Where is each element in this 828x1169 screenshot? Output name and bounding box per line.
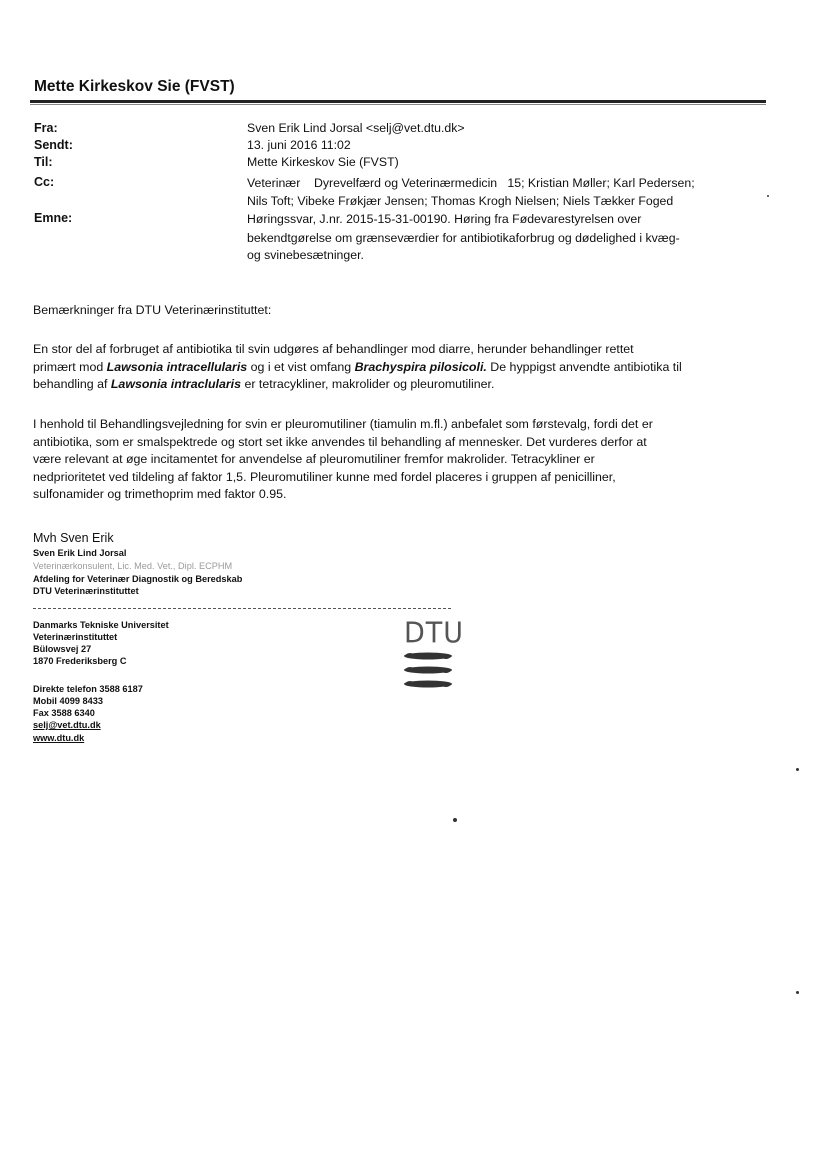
signature-department: Afdeling for Veterinær Diagnostik og Beredskab xyxy=(33,574,243,584)
signature-divider xyxy=(33,608,451,609)
mailbox-owner-title: Mette Kirkeskov Sie (FVST) xyxy=(34,78,235,95)
species-lawsonia-2: Lawsonia intraclularis xyxy=(110,377,242,392)
address-university: Danmarks Tekniske Universitet xyxy=(33,620,169,630)
scan-speck xyxy=(796,768,799,771)
subject-line-2: bekendtgørelse om grænseværdier for antibiotikaforbrug og dødelighed i kvæg- xyxy=(247,231,680,245)
scan-speck xyxy=(767,195,769,197)
scan-speck xyxy=(796,991,799,994)
signature-title: Veterinærkonsulent, Lic. Med. Vet., Dipl. ECPHM xyxy=(33,561,233,571)
header-rule-thin xyxy=(30,104,766,105)
p1-line-1: En stor del af forbruget af antibiotika til svin udgøres af behandlinger mod diarre, herunder behandlinger rettet xyxy=(33,342,634,356)
subject-label: Emne: xyxy=(34,211,73,225)
email-link[interactable]: selj@vet.dtu.dk xyxy=(33,720,101,730)
paragraph-2 xyxy=(33,416,761,504)
subject-line-1: Høringssvar, J.nr. 2015-15-31-00190. Høring fra Fødevarestyrelsen over xyxy=(247,212,642,226)
cc-label: Cc: xyxy=(34,175,55,189)
cc-line-2: Nils Toft; Vibeke Frøkjær Jensen; Thomas Krogh Nielsen; Niels Tækker Foged xyxy=(247,194,674,208)
contact-phone: Direkte telefon 3588 6187 xyxy=(33,684,143,694)
contact-mobile: Mobil 4099 8433 xyxy=(33,696,103,706)
address-city: 1870 Frederiksberg C xyxy=(33,656,127,666)
paragraph-1 xyxy=(33,341,761,394)
dtu-logo-icon xyxy=(402,650,454,690)
greeting: Mvh Sven Erik xyxy=(33,531,114,545)
to-value: Mette Kirkeskov Sie (FVST) xyxy=(247,155,399,169)
sent-value: 13. juni 2016 11:02 xyxy=(247,138,351,152)
p2-line-5: sulfonamider og trimethoprim med faktor 0.95. xyxy=(33,487,287,502)
p2-line-3: være relevant at øge incitamentet for anvendelse af pleuromutiliner fremfor makrolider. Tetracykliner er xyxy=(33,452,595,467)
p2-line-2: antibiotika, som er smalspektrede og stort set ikke anvendes til behandling af mennesker. Det vurderes derfor at xyxy=(33,434,647,449)
signature-institute: DTU Veterinærinstituttet xyxy=(33,586,139,596)
p2-line-1: I henhold til Behandlingsvejledning for svin er pleuromutiliner (tiamulin m.fl.) anbefalet som førstevalg, fordi det er xyxy=(33,417,653,431)
scan-speck xyxy=(453,818,457,822)
p1-line-2: primært mod Lawsonia intracellularis og i et vist omfang Brachyspira pilosicoli. De hyppigst anvendte antibiotika til xyxy=(33,359,682,374)
body-intro: Bemærkninger fra DTU Veterinærinstituttet: xyxy=(33,303,272,317)
address-institute: Veterinærinstituttet xyxy=(33,632,118,642)
to-label: Til: xyxy=(34,155,53,169)
cc-line-1: Veterinær Dyrevelfærd og Veterinærmedicin 15; Kristian Møller; Karl Pedersen; xyxy=(247,176,695,190)
from-value: Sven Erik Lind Jorsal <selj@vet.dtu.dk> xyxy=(247,121,465,135)
species-lawsonia: Lawsonia intracellularis xyxy=(106,359,248,374)
dtu-logo-text: DTU xyxy=(404,617,465,650)
from-label: Fra: xyxy=(34,121,58,135)
p2-line-4: nedprioritetet ved tildeling af faktor 1,5. Pleuromutiliner kunne med fordel placeres i gruppen af penicilliner, xyxy=(33,469,616,484)
website-link[interactable]: www.dtu.dk xyxy=(33,733,85,743)
sent-label: Sendt: xyxy=(34,138,73,152)
species-brachyspira: Brachyspira pilosicoli. xyxy=(354,359,487,374)
p1-line-3: behandling af Lawsonia intraclularis er tetracykliner, makrolider og pleuromutiliner. xyxy=(33,377,495,392)
address-street: Bülowsvej 27 xyxy=(33,644,92,654)
contact-fax: Fax 3588 6340 xyxy=(33,708,95,718)
subject-line-3: og svinebesætninger. xyxy=(247,248,364,262)
header-rule xyxy=(30,100,766,103)
signature-name: Sven Erik Lind Jorsal xyxy=(33,548,127,558)
